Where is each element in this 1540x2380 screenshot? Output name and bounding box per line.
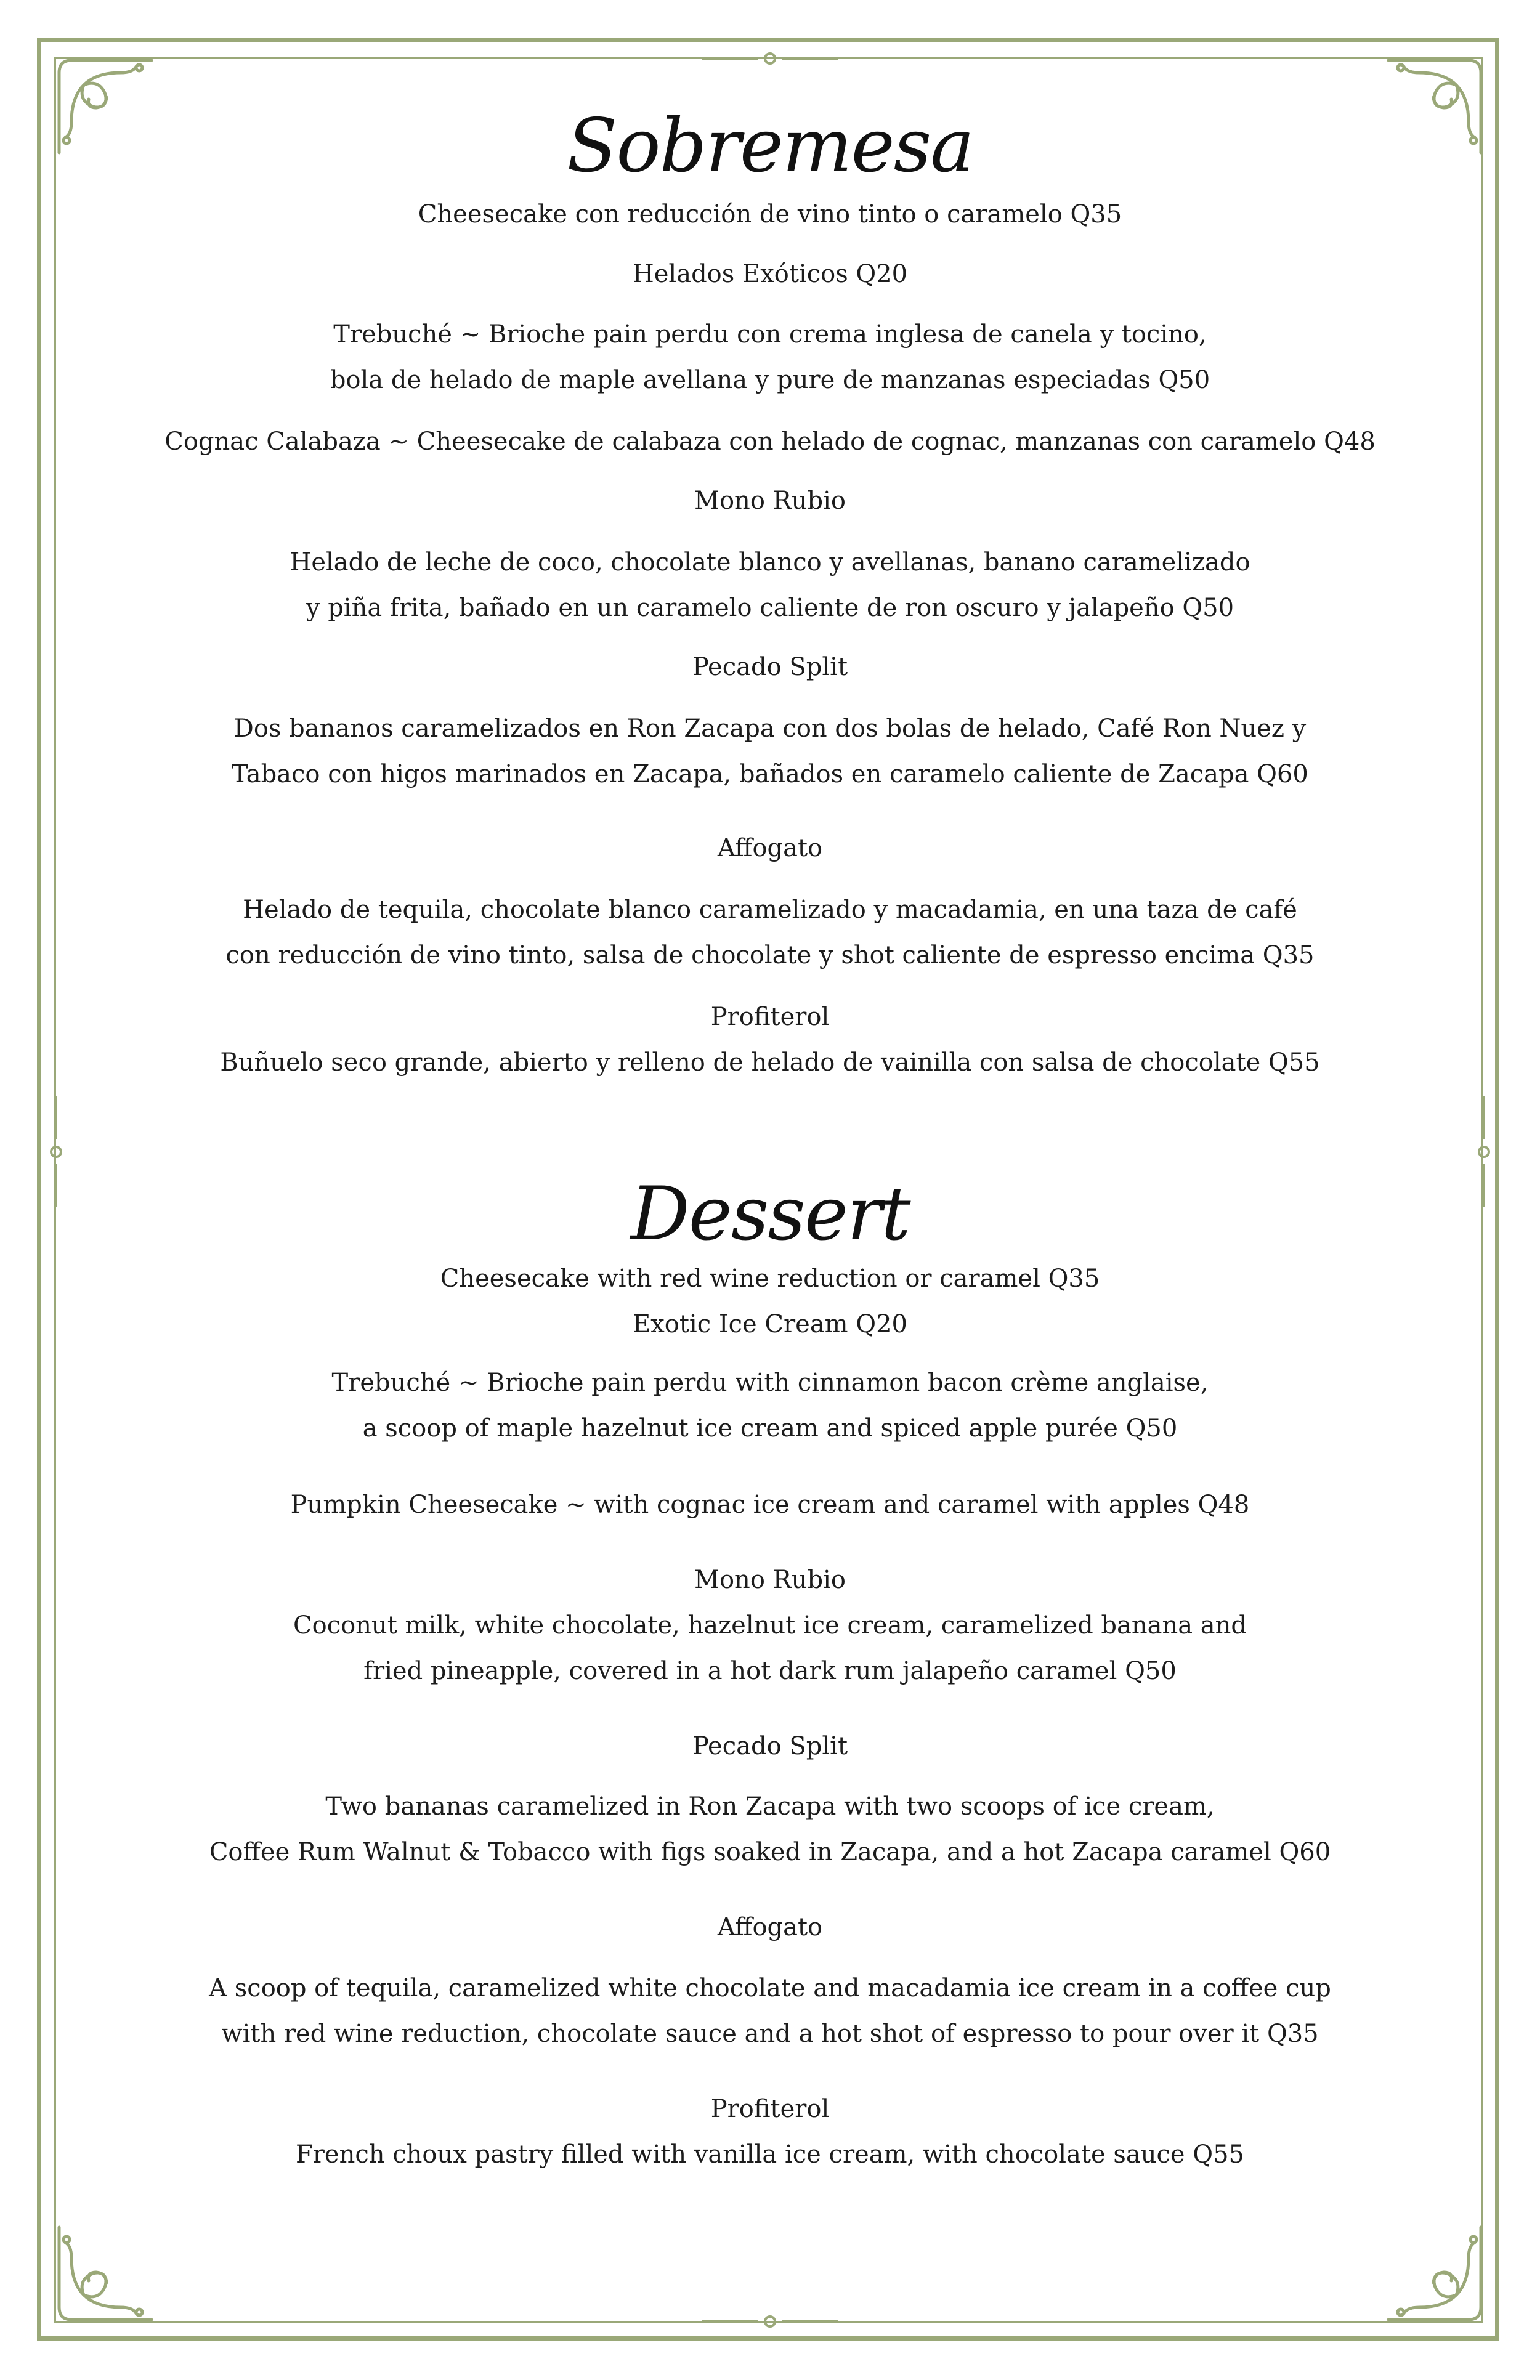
menu-line: Helado de tequila, chocolate blanco caramelizado y macadamia, en una taza de café	[243, 896, 1297, 924]
menu-line: Two bananas caramelized in Ron Zacapa with two scoops of ice cream,	[325, 1792, 1215, 1821]
menu-item-title: Profiterol	[710, 1003, 830, 1031]
section-title-dessert: Dessert	[630, 1172, 910, 1257]
menu-line: Coconut milk, white chocolate, hazelnut ice cream, caramelized banana and	[293, 1611, 1247, 1640]
menu-line: Helado de leche de coco, chocolate blanco y avellanas, banano caramelizado	[290, 548, 1250, 577]
menu-line: a scoop of maple hazelnut ice cream and spiced apple purée Q50	[362, 1414, 1178, 1443]
menu-line: Tabaco con higos marinados en Zacapa, bañados en caramelo caliente de Zacapa Q60	[232, 760, 1308, 788]
menu-item-title: Affogato	[717, 834, 823, 862]
menu-line: fried pineapple, covered in a hot dark rum jalapeño caramel Q50	[363, 1657, 1177, 1685]
corner-flourish-icon	[47, 2215, 164, 2332]
menu-item-title: Affogato	[717, 1913, 823, 1941]
menu-line: con reducción de vino tinto, salsa de chocolate y shot caliente de espresso encima Q35	[225, 941, 1315, 969]
menu-line: Exotic Ice Cream Q20	[633, 1310, 907, 1338]
menu-line: with red wine reduction, chocolate sauce and a hot shot of espresso to pour over it Q35	[221, 2020, 1319, 2048]
menu-line: Cheesecake con reducción de vino tinto o caramelo Q35	[418, 200, 1122, 229]
menu-item-title: Pecado Split	[692, 653, 848, 681]
menu-line: bola de helado de maple avellana y pure de manzanas especiadas Q50	[330, 366, 1210, 394]
menu-line: Helados Exóticos Q20	[632, 260, 908, 288]
menu-line: A scoop of tequila, caramelized white chocolate and macadamia ice cream in a coffee cup	[209, 1974, 1331, 2002]
menu-line: French choux pastry filled with vanilla ice cream, with chocolate sauce Q55	[296, 2140, 1244, 2169]
border-ornament-icon	[696, 49, 844, 68]
menu-line: Buñuelo seco grande, abierto y relleno de helado de vainilla con salsa de chocolate Q55	[220, 1048, 1320, 1077]
menu-item-title: Mono Rubio	[694, 487, 846, 515]
corner-flourish-icon	[1376, 2215, 1493, 2332]
menu-item-title: Mono Rubio	[694, 1566, 846, 1594]
section-title-sobremesa: Sobremesa	[567, 103, 973, 189]
menu-line: Coffee Rum Walnut & Tobacco with figs soaked in Zacapa, and a hot Zacapa caramel Q60	[209, 1838, 1331, 1866]
border-ornament-icon	[696, 2312, 844, 2331]
menu-line: Pumpkin Cheesecake ~ with cognac ice cream and caramel with apples Q48	[290, 1491, 1250, 1519]
menu-line: Dos bananos caramelizados en Ron Zacapa con dos bolas de helado, Café Ron Nuez y	[233, 714, 1307, 743]
menu-line: Trebuché ~ Brioche pain perdu with cinnamon bacon crème anglaise,	[331, 1369, 1209, 1397]
menu-line: Cheesecake with red wine reduction or caramel Q35	[440, 1265, 1100, 1293]
menu-item-title: Pecado Split	[692, 1732, 848, 1760]
menu-line: y piña frita, bañado en un caramelo caliente de ron oscuro y jalapeño Q50	[306, 594, 1234, 622]
menu-item-title: Profiterol	[710, 2095, 830, 2123]
menu-line: Cognac Calabaza ~ Cheesecake de calabaza con helado de cognac, manzanas con caramelo Q48	[164, 427, 1376, 456]
menu-line: Trebuché ~ Brioche pain perdu con crema inglesa de canela y tocino,	[333, 320, 1207, 349]
